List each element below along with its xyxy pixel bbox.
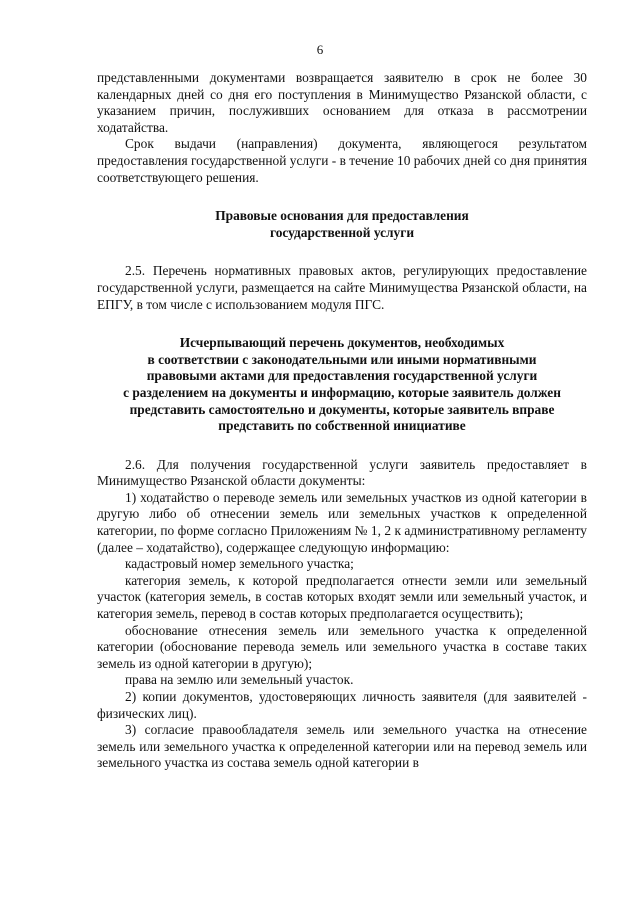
intro-paragraph-2: Срок выдачи (направления) документа, являющегося результатом предоставления государственной услуги - в течение 10 рабочих дней со дня принятия соответствующего решения. [97, 136, 587, 185]
list-item-1-justification: обоснование отнесения земель или земельного участка к определенной категории (обоснование перевода земель или земельного участка в составе таких земель из одной категории в другую); [97, 622, 587, 671]
legal-paragraph-2-5: 2.5. Перечень нормативных правовых актов, регулирующих предоставление государственной услуги, размещается на сайте Минимущества Рязанской области, на ЕПГУ, в том числе с использованием модуля ПГС. [97, 263, 587, 312]
docs-heading-line-1: Исчерпывающий перечень документов, необходимых [179, 335, 505, 351]
list-item-1: 1) ходатайство о переводе земель или земельных участков из одной категории в другую либо об отнесении земель или земельных участков к определенной категории, по форме согласно Приложениям № 1, 2 к административному регламенту (далее – ходатайство), содержащее следующую информацию: [97, 489, 587, 555]
intro-paragraph-1: представленными документами возвращается заявителю в срок не более 30 календарных дней со дня его поступления в Минимущество Рязанской области, с указанием причин, послуживших основанием для отказа в рассмотрении ходатайства. [97, 70, 587, 135]
list-item-1-cadastral: кадастровый номер земельного участка; [125, 556, 354, 572]
page-number: 6 [316, 42, 324, 57]
docs-heading-line-4: с разделением на документы и информацию, которые заявитель должен [123, 384, 561, 400]
documents-list [97, 490, 587, 772]
list-item-3: 3) согласие правообладателя земель или земельного участка на отнесение земель или земельного участка к определенной категории или на перевод земель или земельного участка из состава земель одной категории в [97, 722, 587, 771]
docs-heading-line-2: в соответствии с законодательными или иными нормативными [147, 351, 537, 367]
page-content [97, 70, 587, 772]
list-item-1-rights: права на землю или земельный участок. [125, 672, 354, 688]
legal-heading-line-1: Правовые основания для предоставления [215, 208, 469, 224]
docs-heading-line-3: правовыми актами для предоставления государственной услуги [146, 368, 538, 384]
list-item-1-category: категория земель, к которой предполагается отнести земли или земельный участок (категория земель, в состав которых входят земли или земельный участок, и категория земель, перевод в состав которых предполагается осуществить); [97, 572, 587, 622]
legal-heading-line-2: государственной услуги [269, 224, 415, 240]
list-item-2: 2) копии документов, удостоверяющих личность заявителя (для заявителей - физических лиц). [97, 689, 587, 721]
docs-heading-line-5: представить самостоятельно и документы, которые заявитель вправе [129, 401, 555, 417]
docs-paragraph-2-6: 2.6. Для получения государственной услуги заявитель предоставляет в Минимущество Рязанской области документы: [97, 456, 587, 489]
docs-heading-line-6: представить по собственной инициативе [218, 418, 466, 434]
